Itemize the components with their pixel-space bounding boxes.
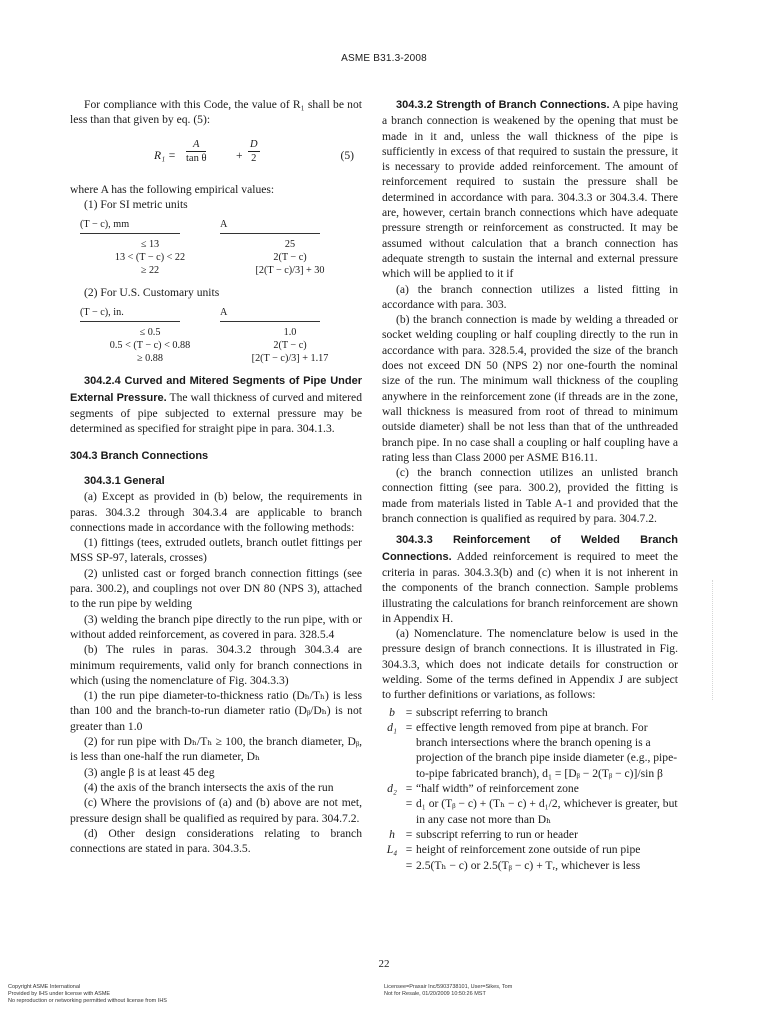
item-right-a: (a) the branch connection utilizes a listed fitting in accordance with para. 303. [382,282,678,311]
table-cell: ≥ 0.88 [137,353,163,365]
footer-line: Provided by IHS under license with ASME [8,991,111,997]
section-304-3-1-title: 304.3.1 General [84,474,165,487]
si-head-1: (T − c), mm [80,218,180,234]
def-symbol [382,858,402,873]
eq-d-num: D [250,138,258,150]
def-text: subscript referring to branch [416,705,548,719]
def-text: “half width” of reinforcement zone [416,782,579,796]
def-text: height of reinforcement zone outside of run pipe [416,843,641,857]
section-304-3-2-title: 304.3.2 Strength of Branch Connections. [396,99,610,111]
table-cell: 2(T − c) [273,340,307,352]
left-column [70,97,362,856]
table-cell: 2(T − c) [273,252,307,264]
def-equals: = [405,843,413,857]
eq-plus: + [236,148,243,162]
item-right-b: (b) the branch connection is made by welding a threaded or socket welding coupling or half coupling directly to the run in accordance with para. 328.5.4, provided the size of the branch does not exceed DN 50 (NPS 2) nor one-fourth the nominal size of the run. The minimum wall thickness of the coupling anywhere in the reinforcement zone (if threads are in the zone, wall thickness is measured from root of thread to minimum outside diameter) shall be not less than that of the unthreaded branch pipe. In no case shall a coupling or half coupling have a rating less than Class 2000 per ASME B16.11. [382,313,678,464]
def-symbol: d₂ [387,782,397,796]
item-a1: (1) fittings (tees, extruded outlets, branch outlet fittings per MSS SP-97, laterals, crosses) [70,536,362,565]
footer-line: Copyright ASME International [8,984,81,990]
section-304-3-3-text: Added reinforcement is required to meet the criteria in paras. 304.3.3(b) and (c) when it is not inherent in the components of the branch connection. Sample problems illustrating the calculations for branch reinforcement are shown in Appendix H. [382,549,679,625]
eq-lhs: R₁ = [154,148,176,162]
item-b: (b) The rules in paras. 304.3.2 through 304.3.4 are minimum requirements, valid only for branch connections in which (using the nomenclature of Fig. 304.3.3) [70,643,362,687]
section-304-3-3 [382,532,678,626]
table-cell: 1.0 [283,327,297,339]
table-cell: ≥ 22 [140,265,160,277]
section-304-2-4-text: The wall thickness of curved and mitered segments of pipe subjected to external pressure may be determined as specified for straight pipe in para. 304.1.3. [70,390,362,436]
us-head-1: (T − c), in. [80,306,180,322]
footer-line: No reproduction or networking permitted without license from IHS [8,998,167,1004]
table-cell: 0.5 < (T − c) < 0.88 [109,340,191,352]
item-b4: (4) the axis of the branch intersects the axis of the run [84,780,334,794]
nomenclature-item [382,827,678,842]
paragraph-intro: For compliance with this Code, the value of R₁ shall be not less than that given by eq. (5): [70,98,362,127]
eq-fraction-a [186,138,206,165]
nomenclature-item [382,796,678,827]
item-right-c: (c) the branch connection utilizes an unlisted branch connection fitting (see para. 300.2), provided the fitting is made from materials listed in Table A-1 and provided that the branch connection is qualified as required by para. 304.7.2. [382,466,678,526]
def-text: d₁ or (Tᵦ − c) + (Tₕ − c) + d₁/2, whichever is greater, but in any case not more than Dₕ [416,797,678,826]
running-header: ASME B31.3-2008 [341,53,427,64]
table-cell: ≤ 0.5 [139,327,161,339]
table-cell: ≤ 13 [140,239,160,251]
footer-line: Licensee=Praxair Inc/5903738101, User=Sikes, Tom [384,984,513,990]
eq-fraction-d [248,138,260,165]
item-b1: (1) the run pipe diameter-to-thickness ratio (Dₕ/Tₕ) is less than 100 and the branch-to-run diameter ratio (Dᵦ/Dₕ) is not greater than 1.0 [70,689,362,733]
nomenclature-item [382,720,678,781]
section-304-2-4-title: 304.2.4 Curved and Mitered Segments of Pipe Under External Pressure. [70,375,362,404]
def-equals: = [405,705,413,719]
def-symbol: L₄ [386,843,398,857]
table-cell: [2(T − c)/3] + 30 [255,265,325,277]
paragraph-where: where A has the following empirical values: [70,182,275,196]
footer-right [384,984,512,998]
margin-watermark [712,580,717,700]
def-symbol [382,796,402,827]
table-cell: 13 < (T − c) < 22 [114,252,186,264]
def-symbol: d₁ [387,720,397,734]
us-values-table [80,306,360,365]
eq-d-den: 2 [251,152,257,164]
table-cell: 25 [284,239,296,251]
nomenclature-item [382,858,678,873]
eq-a-num: A [186,138,206,152]
page-number: 22 [378,958,390,970]
section-304-3-title: 304.3 Branch Connections [70,449,209,462]
def-equals: = [405,797,413,811]
def-text: effective length removed from pipe at branch. For branch intersections where the branch opening is a projection of the branch pipe inside diameter (e.g., pipe-to-pipe fabricated branch), d₁ = [Dᵦ − 2(Tᵦ − c)]/sin β [416,720,678,780]
si-head-2: A [220,218,320,234]
us-head-2: A [220,306,320,322]
item-a3: (3) welding the branch pipe directly to the run pipe, with or without added reinforcement, as covered in para. 328.5.4 [70,612,362,641]
nomenclature-list [382,705,678,873]
eq-number: (5) [340,148,354,162]
si-values-table [80,218,360,277]
section-304-3-3-title: 304.3.3 Reinforcement of Welded Branch Connections. [382,534,678,563]
table-cell: [2(T − c)/3] + 1.17 [251,353,329,365]
us-label: (2) For U.S. Customary units [84,286,220,300]
si-label: (1) For SI metric units [84,197,188,211]
eq-a-den: tan θ [186,152,207,164]
item-a: (a) Except as provided in (b) below, the requirements in paras. 304.3.2 through 304.3.4 are applicable to branch connections made in accordance with the following methods: [70,490,362,534]
equation-5 [70,136,362,176]
footer-line: Not for Resale, 01/20/2009 10:50:26 MST [384,991,486,997]
def-text: subscript referring to run or header [416,827,578,841]
right-column [382,97,678,873]
nomenclature-item [382,705,678,720]
nomenclature-item [382,842,678,857]
item-b2: (2) for run pipe with Dₕ/Tₕ ≥ 100, the branch diameter, Dᵦ, is less than one-half the run diameter, Dₕ [70,735,362,764]
def-text: 2.5(Tₕ − c) or 2.5(Tᵦ − c) + Tᵣ, whichever is less [416,858,641,872]
def-equals: = [405,720,413,734]
def-equals: = [405,827,413,841]
nomenclature-paragraph: (a) Nomenclature. The nomenclature below is used in the pressure design of branch connections. It is illustrated in Fig. 304.3.3, which does not indicate details for construction or welding. Some of the terms defined in Appendix J are subject to further definitions or variations, as follows: [382,627,678,702]
def-symbol: b [389,705,395,719]
item-b3: (3) angle β is at least 45 deg [84,765,215,779]
section-304-2-4 [70,373,362,436]
section-304-3-2 [382,97,678,282]
footer-left [8,984,167,1005]
def-equals: = [405,858,413,872]
item-d: (d) Other design considerations relating to branch connections are stated in para. 304.3.5. [70,826,362,856]
item-a2: (2) unlisted cast or forged branch connection fittings (see para. 300.2), and couplings not over DN 80 (NPS 3), attached to the run pipe by welding [70,566,362,611]
section-304-3-2-text: A pipe having a branch connection is weakened by the opening that must be made in it and, unless the wall thickness of the pipe is sufficiently in excess of that required to sustain the pressure, it is necessary to provide added reinforcement. The amount of reinforcement required to sustain the pressure shall be determined in accordance with para. 304.3.3 or 304.3.4. There are, however, certain branch connections which have adequate pressure strength or reinforcement as constructed. It may be assumed without calculation that a branch connection has adequate strength to sustain the internal and external pressure which will be applied to it if [382,98,679,281]
def-symbol: h [389,827,395,841]
def-equals: = [405,782,413,796]
item-c: (c) Where the provisions of (a) and (b) above are not met, pressure design shall be qualified as required by para. 304.7.2. [70,796,362,825]
nomenclature-item [382,781,678,796]
